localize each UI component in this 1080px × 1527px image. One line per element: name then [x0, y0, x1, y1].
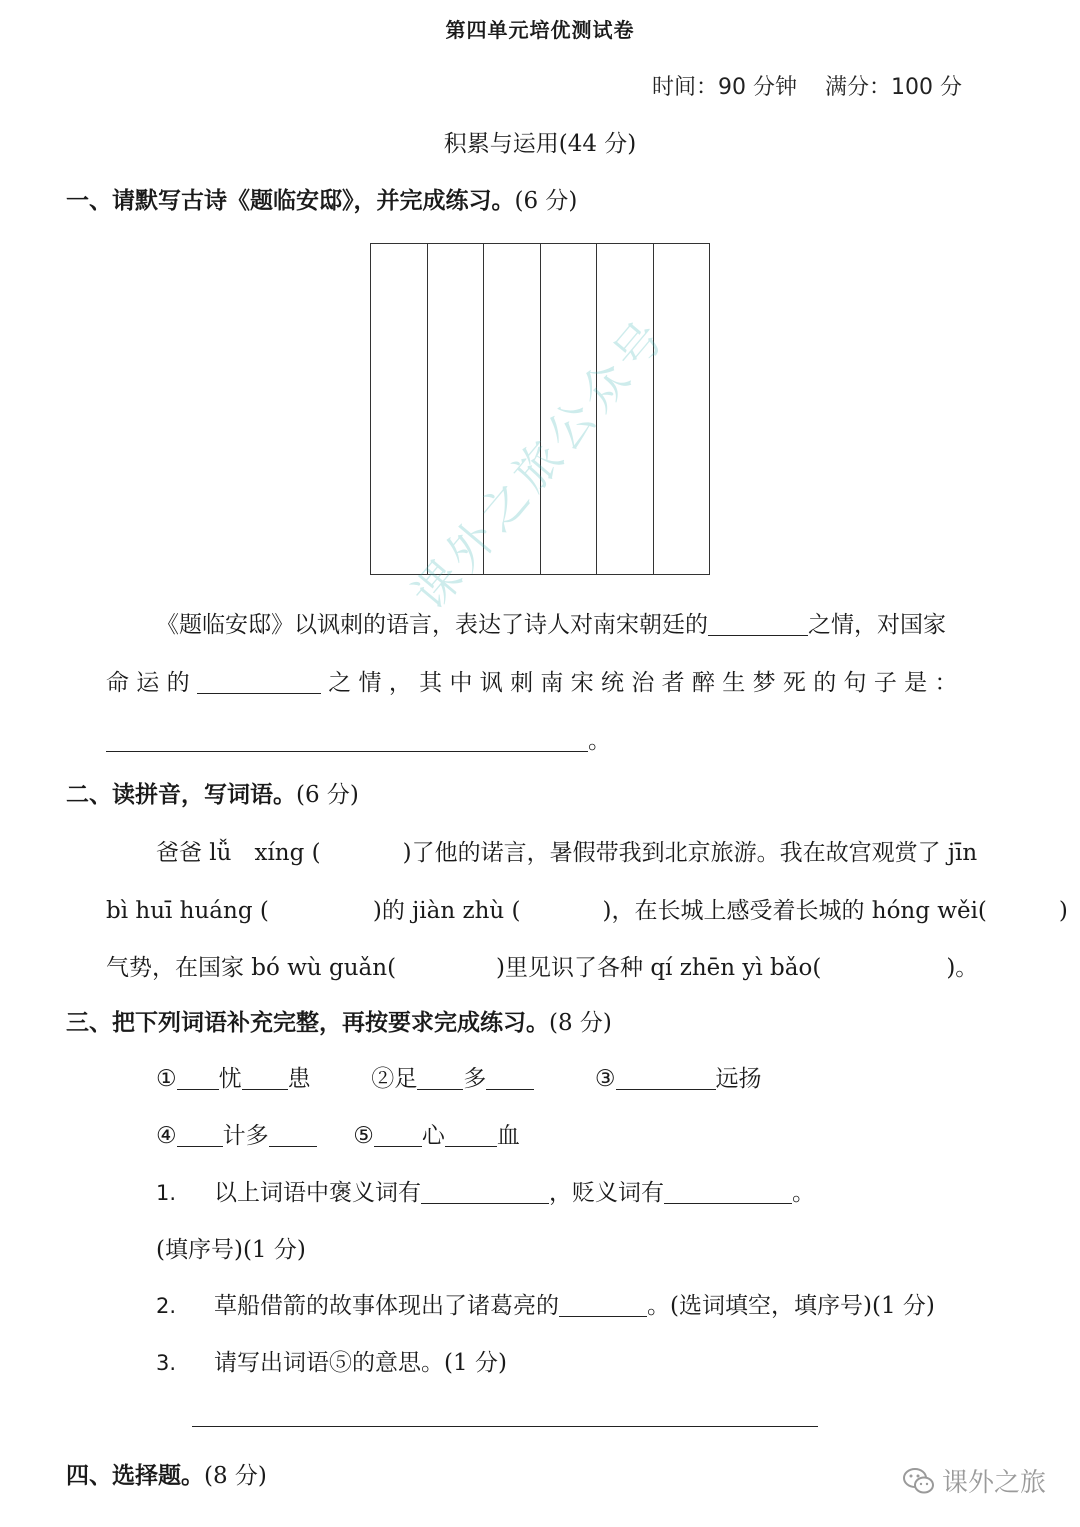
- answer-blank[interactable]: [374, 1122, 422, 1147]
- q1-text-line-3: 。: [106, 722, 611, 755]
- question-2-heading: 二、读拼音，写词语。(6 分): [66, 782, 359, 808]
- watermark: 课外之旅公众号: [401, 306, 678, 621]
- subquestion-2: 2. 草船借箭的故事体现出了诸葛亮的 。(选词填空，填序号)(1 分): [156, 1293, 935, 1319]
- q1-text-line-2: 命 运 的 之 情 ， 其 中 讽 刺 南 宋 统 治 者 醉 生 梦 死 的 句 子 是 ：: [106, 670, 958, 696]
- poem-line-box[interactable]: [371, 244, 428, 574]
- full-score: 满分：100 分: [825, 75, 962, 100]
- wechat-icon: [902, 1466, 936, 1496]
- answer-blank[interactable]: [445, 1122, 497, 1147]
- answer-blank[interactable]: [417, 1065, 463, 1090]
- q2-text-line-2: bì huī huáng ( )的 jiàn zhù ( )，在长城上感受着长城的 hóng wěi( ): [106, 898, 1068, 924]
- idiom-row-2: ④ 计多 ⑤ 心 血: [156, 1123, 520, 1149]
- q2-text-line-1: 爸爸 lǚ xíng ( )了他的诺言，暑假带我到北京旅游。我在故宫观赏了 jīn: [156, 840, 978, 866]
- q1-text-line-1: 《题临安邸》以讽刺的语言，表达了诗人对南宋朝廷的 之情，对国家: [156, 612, 946, 638]
- subquestion-3: 3. 请写出词语⑤的意思。(1 分): [156, 1350, 507, 1376]
- brand-name: 课外之旅: [941, 1468, 1046, 1498]
- answer-blank[interactable]: [242, 1065, 288, 1090]
- question-4-heading: 四、选择题。(8 分): [66, 1463, 267, 1489]
- answer-blank[interactable]: [486, 1065, 534, 1090]
- answer-blank[interactable]: [177, 1122, 223, 1147]
- answer-blank[interactable]: [421, 1179, 549, 1204]
- idiom-row-1: ① 忧 患 ②足 多 ③ 远扬: [156, 1066, 762, 1092]
- answer-blank[interactable]: [664, 1179, 792, 1204]
- answer-blank[interactable]: [177, 1065, 219, 1090]
- answer-line[interactable]: [192, 1426, 818, 1427]
- page-title: 第四单元培优测试卷: [445, 18, 635, 42]
- subquestion-1: 1. 以上词语中褒义词有 ，贬义词有 。: [156, 1180, 816, 1206]
- answer-blank[interactable]: [269, 1122, 317, 1147]
- time-limit: 时间：90 分钟: [652, 75, 797, 100]
- q2-text-line-3: 气势，在国家 bó wù guǎn( )里见识了各种 qí zhēn yì bǎo( )。: [106, 955, 979, 981]
- answer-blank[interactable]: [616, 1065, 716, 1090]
- answer-blank[interactable]: [708, 611, 808, 636]
- answer-blank[interactable]: [197, 669, 321, 694]
- poem-line-box[interactable]: [654, 244, 710, 574]
- question-3-heading: 三、把下列词语补充完整，再按要求完成练习。(8 分): [66, 1010, 612, 1036]
- exam-info: [652, 70, 962, 101]
- question-1-heading: 一、请默写古诗《题临安邸》，并完成练习。(6 分): [66, 188, 578, 214]
- brand-tag: [902, 1462, 1046, 1499]
- answer-blank[interactable]: [559, 1292, 647, 1317]
- subquestion-1-note: (填序号)(1 分): [156, 1237, 306, 1263]
- section-title: 积累与运用(44 分): [443, 131, 637, 157]
- answer-blank[interactable]: [106, 727, 588, 752]
